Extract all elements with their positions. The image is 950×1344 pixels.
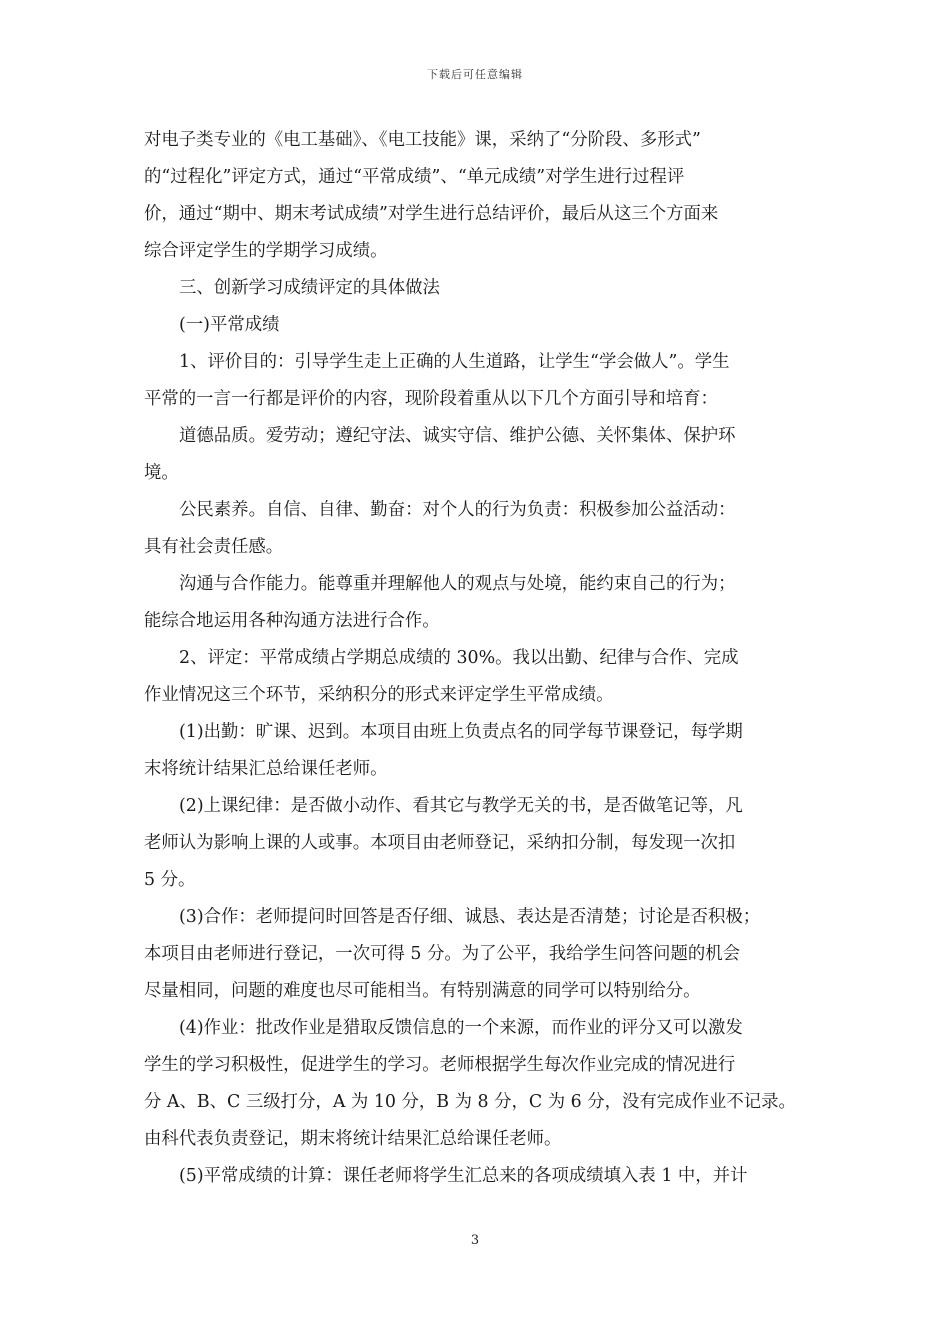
text-line: 平常的一言一行都是评价的内容，现阶段着重从以下几个方面引导和培育：: [144, 389, 718, 409]
document-body: [144, 122, 808, 1195]
text-line: 的“过程化”评定方式，通过“平常成绩”、“单元成绩”对学生进行过程评: [144, 167, 685, 187]
text-line: 沟通与合作能力。能尊重并理解他人的观点与处境，能约束自己的行为；: [179, 574, 736, 594]
text-line: (一)平常成绩: [179, 315, 280, 335]
text-line: 末将统计结果汇总给课任老师。: [144, 759, 388, 779]
page-header: 下载后可任意编辑: [427, 68, 523, 81]
text-line: 由科代表负责登记，期末将统计结果汇总给课任老师。: [144, 1129, 562, 1149]
text-line: 公民素养。自信、自律、勤奋：对个人的行为负责：积极参加公益活动：: [179, 500, 736, 520]
text-line: 三、创新学习成绩评定的具体做法: [179, 278, 440, 298]
text-line: 综合评定学生的学期学习成绩。: [144, 241, 388, 261]
text-line: 老师认为影响上课的人或事。本项目由老师登记，采纳扣分制，每发现一次扣: [144, 833, 736, 853]
text-line: (1)出勤：旷课、迟到。本项目由班上负责点名的同学每节课登记，每学期: [179, 722, 743, 742]
text-line: (4)作业：批改作业是猎取反馈信息的一个来源，而作业的评分又可以激发: [179, 1018, 743, 1038]
text-line: 道德品质。爱劳动；遵纪守法、诚实守信、维护公德、关怀集体、保护环: [179, 426, 736, 446]
text-line: 尽量相同，问题的难度也尽可能相当。有特别满意的同学可以特别给分。: [144, 981, 701, 1001]
text-line: 1、评价目的：引导学生走上正确的人生道路，让学生“学会做人”。学生: [179, 352, 730, 372]
text-line: 境。: [144, 463, 179, 483]
text-line: 分 A、B、C 三级打分，A 为 10 分，B 为 8 分，C 为 6 分，没有完成作业不记录。: [144, 1092, 796, 1112]
text-line: 价，通过“期中、期末考试成绩”对学生进行总结评价，最后从这三个方面来: [144, 204, 719, 224]
text-line: 具有社会责任感。: [144, 537, 284, 557]
text-line: 对电子类专业的《电工基础》、《电工技能》课，采纳了“分阶段、多形式”: [144, 130, 701, 150]
text-line: 能综合地运用各种沟通方法进行合作。: [144, 611, 440, 631]
text-line: 2、评定：平常成绩占学期总成绩的 30%。我以出勤、纪律与合作、完成: [179, 648, 739, 668]
text-line: 学生的学习积极性，促进学生的学习。老师根据学生每次作业完成的情况进行: [144, 1055, 736, 1075]
text-line: (3)合作：老师提问时回答是否仔细、诚恳、表达是否清楚；讨论是否积极；: [179, 907, 761, 927]
text-line: 5 分。: [144, 870, 196, 890]
text-line: 本项目由老师进行登记，一次可得 5 分。为了公平，我给学生问答问题的机会: [144, 944, 741, 964]
text-line: 作业情况这三个环节，采纳积分的形式来评定学生平常成绩。: [144, 685, 614, 705]
text-line: (5)平常成绩的计算：课任老师将学生汇总来的各项成绩填入表 1 中，并计: [179, 1166, 748, 1186]
text-line: (2)上课纪律：是否做小动作、看其它与教学无关的书，是否做笔记等，凡: [179, 796, 743, 816]
page-number: 3: [470, 1233, 480, 1248]
